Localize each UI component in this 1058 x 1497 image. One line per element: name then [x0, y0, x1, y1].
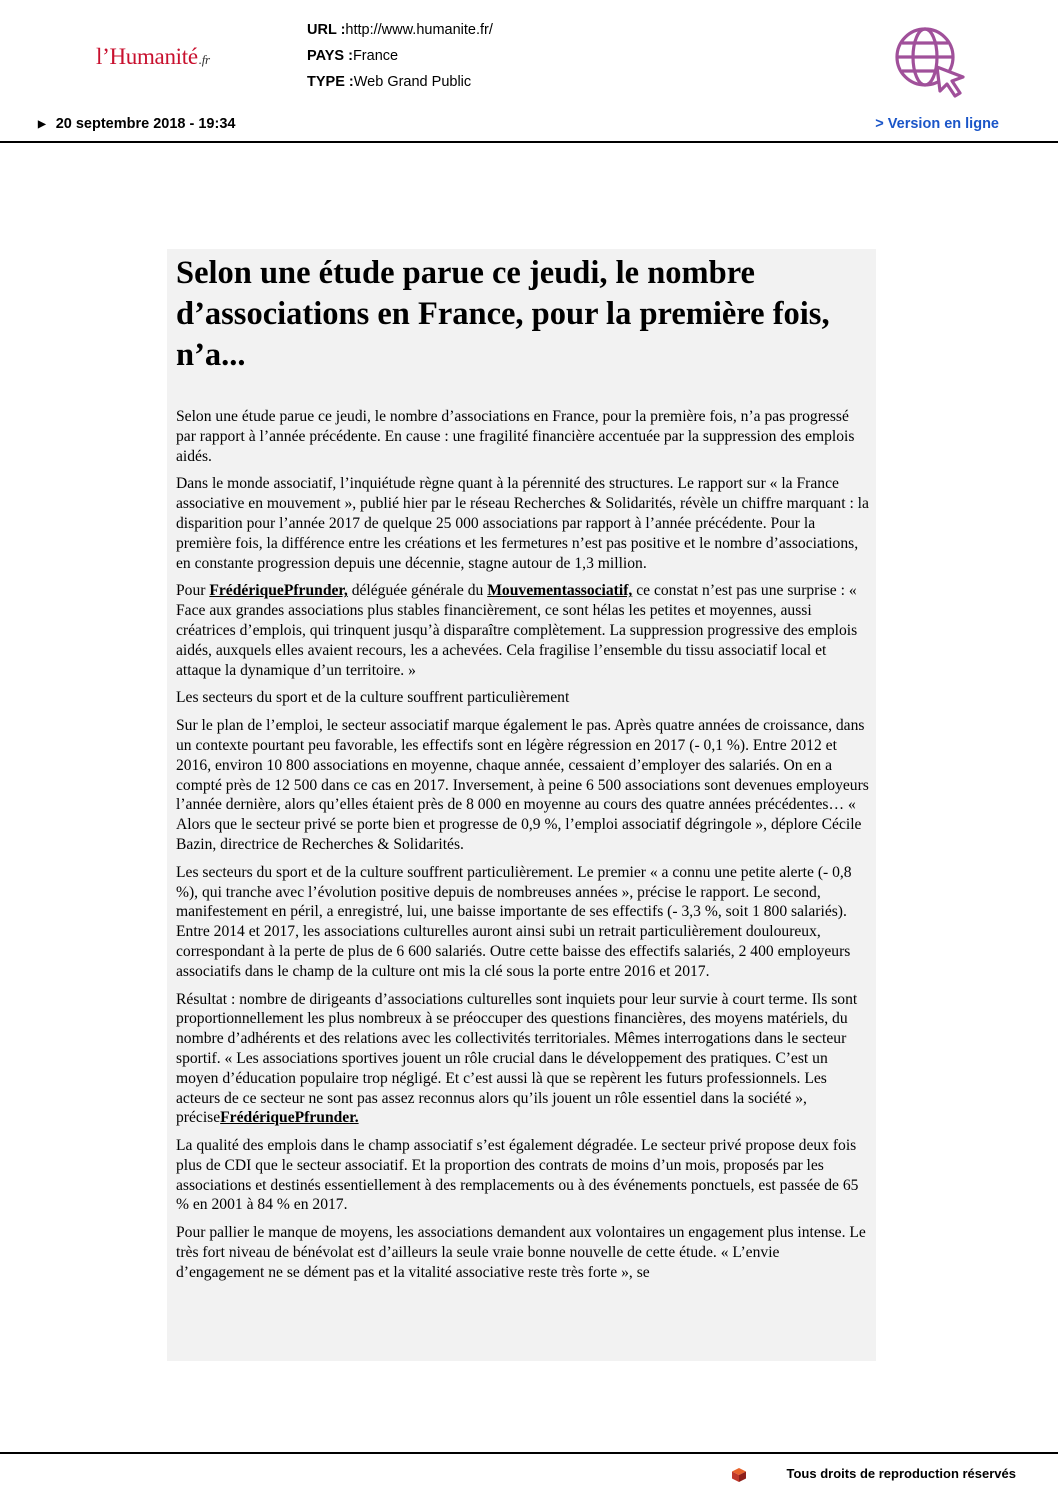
paragraph-9: Pour pallier le manque de moyens, les associations demandent aux volontaires un engagement plus intense. Le très fort niveau de bénévolat est d’ailleurs la seule vraie bonne nouvelle de cette étude. « L’envie d’engagement ne se dément pas et la vitalité associative reste très forte », se [176, 1224, 866, 1281]
paragraph-1: Selon une étude parue ce jeudi, le nombre d’associations en France, pour la première fois, n’a pas progressé par rapport à l’année précédente. En cause : une fragilité financière accentuée par la suppression des emplois aidés. [176, 408, 855, 465]
meta-type: TYPE :Web Grand Public [307, 74, 472, 90]
cube-logo-icon [732, 1468, 746, 1482]
footer-divider [0, 1452, 1058, 1454]
meta-pays: PAYS :France [307, 48, 399, 64]
link-frederique-pfrunder[interactable]: FrédériquePfrunder, [209, 582, 348, 600]
copyright-notice: Tous droits de reproduction réservés [786, 1466, 1016, 1481]
paragraph-7: Résultat : nombre de dirigeants d’associations culturelles sont inquiets pour leur survie à court terme. Ils sont proportionnellement les plus nombreux à se préoccuper des questions financières, des moyens matériels, du nombre d’adhérents et des relations avec les collectivités territoriales. Mêmes interrogations dans le secteur sportif. « Les associations sportives jouent un rôle crucial dans le développement des pratiques. C’est un moyen d’éducation populaire trop négligé. Et c’est aussi là que se repèrent les futurs professionnels. Les acteurs de ce secteur ne sont pas assez reconnus alors qu’ils jouent un rôle essentiel dans la société », préciseFrédériquePfrunder. [176, 990, 858, 1127]
source-metadata [307, 17, 493, 95]
meta-url-value[interactable]: http://www.humanite.fr/ [345, 22, 493, 38]
link-frederique-pfrunder-2[interactable]: FrédériquePfrunder. [220, 1109, 359, 1127]
paragraph-8: La qualité des emplois dans le champ associatif s’est également dégradée. Le secteur privé propose deux fois plus de CDI que le secteur associatif. Et la proportion des contrats de moins d’un mois, proposés par les associations et destinés essentiellement à des remplacements ou à des événements ponctuels, est passée de 65 % en 2001 à 84 % en 2017. [176, 1137, 859, 1214]
publication-date: ▶ 20 septembre 2018 - 19:34 [38, 116, 236, 132]
meta-url: URL :http://www.humanite.fr/ [307, 22, 493, 38]
paragraph-2: Dans le monde associatif, l’inquiétude règne quant à la pérennité des structures. Le rapport sur « la France associative en mouvement », publié hier par le réseau Recherches & Solidarités, révèle un chiffre marquant : la disparition pour l’année 2017 de quelque 25 000 associations par rapport à l’année précédente. Pour la première fois, la différence entre les créations et les fermetures n’est pas positive et le nombre d’associations, en constante progression depuis une décennie, stagne autour de 1,3 million. [176, 475, 869, 572]
paragraph-5: Sur le plan de l’emploi, le secteur associatif marque également le pas. Après quatre années de croissance, dans un contexte pourtant peu favorable, les effectifs sont en légère régression en 2017 (- 0,1 %). Entre 2012 et 2016, environ 10 800 associations en moyenne, chaque année, cessaient d’employer des salariés. On en a compté près de 12 500 dans ce cas en 2017. Inversement, à peine 6 500 associations sont devenues employeurs l’année dernière, alors qu’elles étaient près de 8 000 en moyenne au cours des quatre années précédentes… « Alors que le secteur privé se porte bien et progresse de 0,9 %, l’emploi associatif dégringole », déplore Cécile Bazin, directrice de Recherches & Solidarités. [176, 717, 869, 853]
article-body [167, 249, 876, 1361]
logo-suffix: .fr [198, 52, 210, 67]
header-divider [0, 141, 1058, 143]
link-mouvement-associatif[interactable]: Mouvementassociatif, [487, 582, 633, 600]
paragraph-6: Les secteurs du sport et de la culture souffrent particulièrement. Le premier « a connu une petite alerte (- 0,8 %), qui tranche avec l’évolution positive depuis de nombreuses années », précise le rapport. Le second, manifestement en péril, a enregistré, lui, une baisse importante de ses effectifs (- 3,3 %, soit 1 800 salariés). Entre 2014 et 2017, les associations culturelles auront ainsi subi un retrait particulièrement douloureux, correspondant à la perte de plus de 6 600 salariés. Outre cette baisse des effectifs salariés, 2 400 employeurs associatifs dans le champ de la culture ont mis la clé sous la porte entre 2016 et 2017. [176, 863, 852, 980]
article-headline: Selon une étude parue ce jeudi, le nombre d’associations en France, pour la première fois, n’a... [176, 255, 830, 373]
globe-cursor-icon [893, 25, 967, 99]
triangle-bullet-icon: ▶ [38, 119, 46, 130]
paragraph-4: Les secteurs du sport et de la culture souffrent particulièrement [176, 689, 570, 707]
version-en-ligne-link[interactable]: > Version en ligne [875, 116, 999, 132]
site-logo [96, 44, 210, 70]
logo-main: l’Humanité [96, 44, 198, 69]
paragraph-3: Pour FrédériquePfrunder, déléguée générale du Mouvementassociatif, ce constat n’est pas une surprise : « Face aux grandes associations plus stables financièrement, ce sont hélas les petites et moyennes, aussi créatrices d’emplois, qui trinquent jusqu’à disparaître complètement. La suppression progressive des emplois aidés, auxquels elles avaient recours, les a achevées. Cela fragilise l’ensemble du tissu associatif local et attaque la dynamique d’un territoire. » [176, 582, 858, 679]
